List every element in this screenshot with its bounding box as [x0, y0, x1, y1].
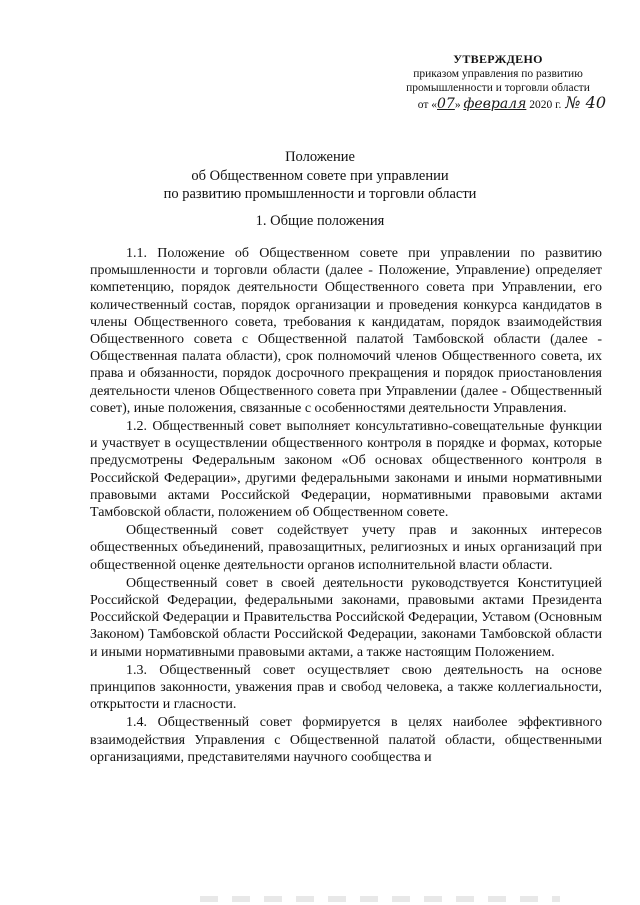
paragraph-1-1: 1.1. Положение об Общественном совете при управлении по развитию промышленности и торговли области (далее - Положение, Управление) определяет компетенцию, порядок деятельности Общественного совета при Управлении, его количественный состав, порядок организации и проведения конкурса кандидатов в члены Общественного совета, требования к кандидатам, порядок взаимодействия Общественного совета с Общественной палатой Тамбовской области (далее - Общественная палата области), срок полномочий членов Общественного совета, их права и обязанности, порядок досрочного прекращения и порядок приостановления деятельности членов Общественного совета при Управлении (далее - Общественный совет), иные положения, связанные с особенностями деятельности Управления.	[90, 246, 602, 416]
section-heading: 1. Общие положения	[255, 213, 385, 229]
approval-date-line	[388, 92, 608, 113]
paragraph-1-2-b: Общественный совет в своей деятельности руководствуется Конституцией Российской Федерации, федеральными законами, правовыми актами Президента Российской Федерации и Правительства Российской Федерации, Уставом (Основным Законом) Тамбовской области Российской Федерации, законами Тамбовской области и иными нормативными правовыми актами, а также настоящим Положением.	[90, 575, 602, 660]
paragraph-1-3: 1.3. Общественный совет осуществляет свою деятельность на основе принципов законности, уважения прав и свобод человека, а также коллегиальности, открытости и гласности.	[90, 662, 602, 713]
scan-artifact	[200, 896, 560, 902]
date-month-handwritten: февраля	[463, 95, 527, 112]
approval-order-line-2: промышленности и торговли области	[406, 82, 590, 94]
date-prefix: от «	[417, 98, 438, 111]
paragraph-1-2: 1.2. Общественный совет выполняет консультативно-совещательные функции и участвует в осуществлении общественного контроля в порядке и формах, которые предусмотрены Федеральным законом «Об основах общественного контроля в Российской Федерации», другими федеральными законами и иными нормативными правовыми актами Российской Федерации, нормативными правовыми актами Тамбовской области, положением об Общественном совете.	[90, 419, 602, 521]
title-line-2: об Общественном совете при управлении	[191, 167, 449, 184]
date-mid: »	[454, 98, 464, 111]
paragraph-1-4: 1.4. Общественный совет формируется в целях наиболее эффективного взаимодействия Управления с Общественной палатой области, общественными организациями, представителями научного сообщества и	[90, 715, 602, 765]
title-line-1: Положение	[285, 149, 355, 165]
approval-stamp	[388, 52, 608, 112]
approved-label: УТВЕРЖДЕНО	[453, 52, 543, 66]
order-number-handwritten: № 40	[565, 92, 606, 112]
date-suffix: 2020 г.	[526, 98, 562, 111]
approval-order-line-1: приказом управления по развитию	[413, 67, 583, 80]
paragraph-1-2-a: Общественный совет содействует учету прав и законных интересов общественных объединений, правозащитных, религиозных и иных организаций при общественной оценке деятельности органов исполнительной власти области.	[90, 523, 602, 573]
date-day-handwritten: 07	[437, 95, 455, 112]
document-title	[0, 148, 640, 204]
title-line-3: по развитию промышленности и торговли области	[163, 186, 477, 202]
document-body	[90, 245, 602, 767]
